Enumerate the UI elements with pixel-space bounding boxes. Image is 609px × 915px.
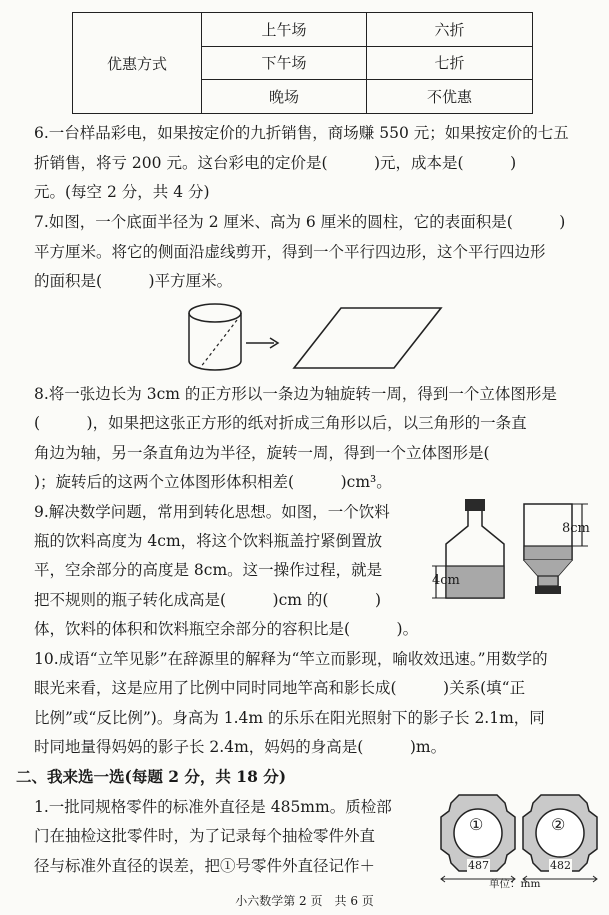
discount-table — [72, 12, 533, 114]
q8-line: ( )，如果把这张正方形的纸对折成三角形以后，以三角形的一条直 — [34, 414, 527, 432]
page-footer: 小六数学第 2 页 共 6 页 — [235, 894, 374, 908]
cylinder-figure — [186, 300, 446, 380]
q9-line: 体，饮料的体积和饮料瓶空余部分的容积比是( )。 — [34, 620, 419, 638]
parts-figure — [437, 793, 607, 883]
part2-label: ② — [551, 815, 566, 834]
q10-line: 眼光来看，这是应用了比例中同时同地竿高和影长成( )关系(填“正 — [34, 679, 526, 697]
q8-line: 8.将一张边长为 3cm 的正方形以一条边为轴旋转一周，得到一个立体图形是 — [34, 385, 557, 403]
discount-cell: 七折 — [367, 46, 533, 80]
choice1-line: 1.一批同规格零件的标准外直径是 485mm。质检部 — [34, 798, 392, 816]
session-cell: 上午场 — [202, 13, 367, 47]
discount-cell: 不优惠 — [367, 80, 533, 114]
q9-line: 平，空余部分的高度是 8cm。这一操作过程，就是 — [34, 561, 383, 579]
part2-dimension: 482 — [550, 859, 571, 872]
session-cell: 晚场 — [202, 80, 367, 114]
q9-line: 瓶的饮料高度为 4cm，将这个饮料瓶盖拧紧倒置放 — [34, 532, 383, 550]
table-row — [73, 13, 533, 47]
q10-line: 时同地量得妈妈的影子长 2.4m，妈妈的身高是( )m。 — [34, 738, 447, 756]
q10-line: 比例”或“反比例”)。身高为 1.4m 的乐乐在阳光照射下的影子长 2.1m，同 — [34, 709, 545, 727]
q10-line: 10.成语“立竿见影”在辞源里的解释为“竿立而影现，喻收效迅速。”用数学的 — [34, 650, 548, 668]
bottle-figure — [432, 496, 602, 616]
discount-cell: 六折 — [367, 13, 533, 47]
part1-dimension: 487 — [468, 859, 489, 872]
q7-line: 的面积是( )平方厘米。 — [34, 272, 233, 290]
session-cell: 下午场 — [202, 46, 367, 80]
section-title: 二、我来选一选(每题 2 分，共 18 分) — [16, 767, 287, 786]
part1-label: ① — [469, 815, 484, 834]
q9-line: 9.解决数学问题，常用到转化思想。如图，一个饮料 — [34, 503, 390, 521]
unit-label: 单位：mm — [489, 878, 541, 890]
q8-line: )；旋转后的这两个立体图形体积相差( )cm³。 — [34, 473, 392, 491]
q6-line: 折销售，将亏 200 元。这台彩电的定价是( )元，成本是( ) — [34, 154, 517, 172]
label-8cm: 8cm — [562, 521, 590, 536]
choice1-line: 径与标准外直径的误差，把①号零件外直径记作＋ — [34, 857, 376, 875]
label-4cm: 4cm — [432, 573, 460, 588]
q9-line: 把不规则的瓶子转化成高是( )cm 的( ) — [34, 591, 381, 609]
q6-line: 元。(每空 2 分，共 4 分) — [34, 183, 210, 201]
q7-line: 7.如图，一个底面半径为 2 厘米、高为 6 厘米的圆柱，它的表面积是( ) — [34, 213, 566, 231]
q8-line: 角边为轴，另一条直角边为半径，旋转一周，得到一个立体图形是( — [34, 444, 490, 462]
q7-line: 平方厘米。将它的侧面沿虚线剪开，得到一个平行四边形，这个平行四边形 — [34, 243, 546, 261]
choice1-line: 门在抽检这批零件时，为了记录每个抽检零件外直 — [34, 827, 376, 845]
q6-line: 6.一台样品彩电，如果按定价的九折销售，商场赚 550 元；如果按定价的七五 — [34, 124, 569, 142]
table-header-cell: 优惠方式 — [73, 13, 202, 114]
